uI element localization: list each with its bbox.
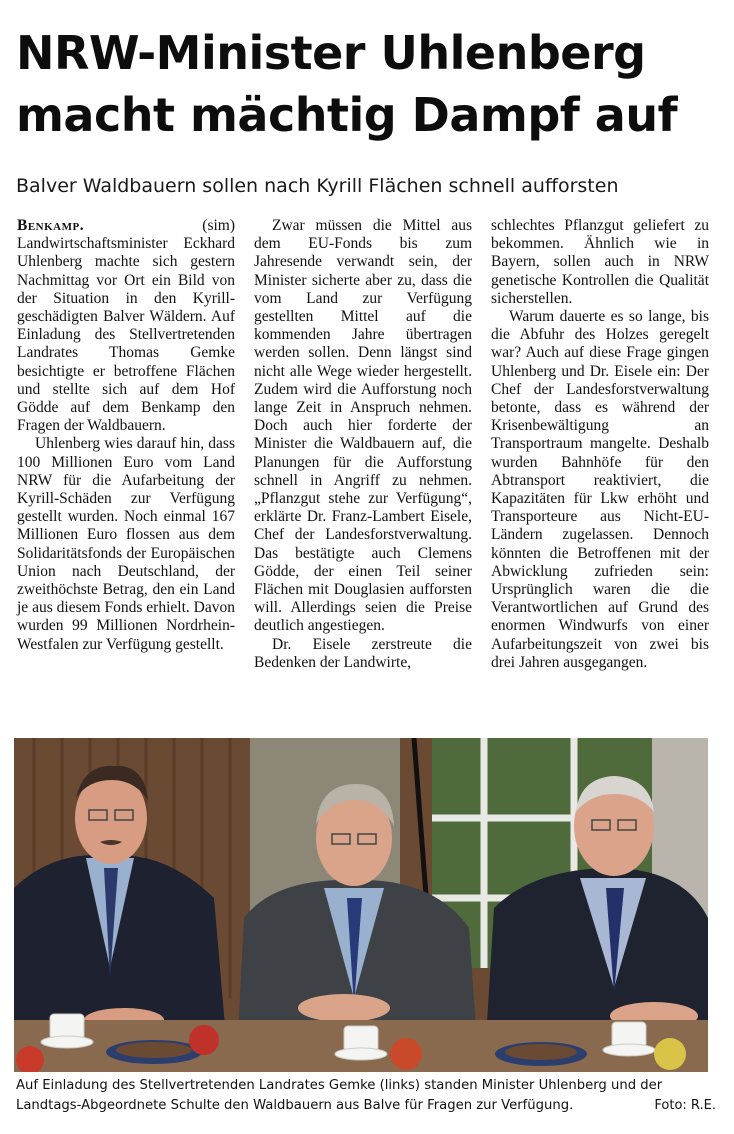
caption-text: Auf Einladung des Stellvertretenden Landrates Gemke (links) standen Minister Uhlenberg und der Landtags-Abgeordnete Schulte den Waldbauern aus Balve für Fragen zur Verfügung. <box>16 1078 663 1113</box>
column-1-paragraph-2: Uhlenberg wies darauf hin, dass 100 Millionen Euro vom Land NRW für die Aufarbeitung der Kyrill-Schäden zur Verfügung gestellt wurden. Noch einmal 167 Millionen Euro flossen aus dem Solidaritätsfonds der Europäischen Union nach Deutschland, der zweithöchste Betrag, den ein Land je aus diesem Fonds erhielt. Davon wurden 99 Millionen Nordrhein-Westfalen zur Verfügung gestellt. <box>17 435 235 653</box>
dateline: Benkamp. <box>17 217 85 234</box>
photo-illustration <box>14 738 708 1072</box>
headline-line-1: NRW-Minister Uhlenberg <box>16 26 646 80</box>
subheadline: Balver Waldbauern sollen nach Kyrill Flächen schnell aufforsten <box>16 175 619 197</box>
article-column-3 <box>491 217 709 672</box>
column-2-paragraph-1: Zwar müssen die Mittel aus dem EU-Fonds bis zum Jahresende verwandt sein, der Minister sicherte aber zu, dass die vom Land zur Verfügung gestellten Mittel auf die kommenden Jahre übertragen werden sollen. Denn längst sind nicht alle Wege wieder hergestellt. Zudem wird die Aufforstung noch lange Zeit in Anspruch nehmen. Doch auch hier forderte der Minister die Waldbauern auf, die Planungen für die Aufforstung schnell in Angriff zu nehmen. „Pflanzgut stehe zur Verfügung“, erklärte Dr. Franz-Lambert Eisele, Chef der Landesforstverwaltung. Das bestätigte auch Clemens Gödde, der einen Teil seiner Flächen mit Douglasien aufforsten will. Allerdings seien die Preise deutlich angestiegen. <box>254 217 472 635</box>
headline-line-2: macht mächtig Dampf auf <box>16 88 678 142</box>
article-column-1 <box>17 217 235 654</box>
photo-credit: Foto: R.E. <box>654 1098 716 1113</box>
column-3-paragraph-2: Warum dauerte es so lange, bis die Abfuhr des Holzes geregelt war? Auch auf diese Frage gingen Uhlenberg und Dr. Eisele ein: Der Chef der Landesforstverwaltung betonte, dass es während der Krisenbewältigung an Transportraum mangelte. Deshalb wurden Bahnhöfe für den Abtransport reaktiviert, die Kapazitäten für Lkw erhöht und Transporteure aus Nicht-EU-Ländern zugelassen. Dennoch könnten die Betroffenen mit der Abwicklung zufrieden sein: Ursprünglich waren die die Verantwortlichen auf Grund des enormen Windwurfs von einer Aufarbeitungszeit von zwei bis drei Jahren ausgegangen. <box>491 308 709 671</box>
article-column-2 <box>254 217 472 672</box>
column-3-paragraph-1: schlechtes Pflanzgut geliefert zu bekommen. Ähnlich wie in Bayern, sollen auch in NRW genetische Kontrollen die Qualität sicherstellen. <box>491 217 709 307</box>
press-photo <box>14 738 708 1072</box>
column-1-paragraph-1-text: (sim) Landwirtschaftsminister Eckhard Uhlenberg machte sich gestern Nachmittag vor Ort ein Bild von der Situation in den Kyrill-geschädigten Balver Wäldern. Auf Einladung des Stellvertretenden Landrates Thomas Gemke besichtigte er betroffene Flächen und stellte sich auf dem Hof Gödde auf dem Benkamp den Fragen der Waldbauern. <box>17 217 235 435</box>
column-1-paragraph-1 <box>17 217 235 435</box>
headline <box>16 22 721 146</box>
column-2-paragraph-2: Dr. Eisele zerstreute die Bedenken der Landwirte, <box>254 635 472 671</box>
photo-caption <box>16 1076 716 1116</box>
